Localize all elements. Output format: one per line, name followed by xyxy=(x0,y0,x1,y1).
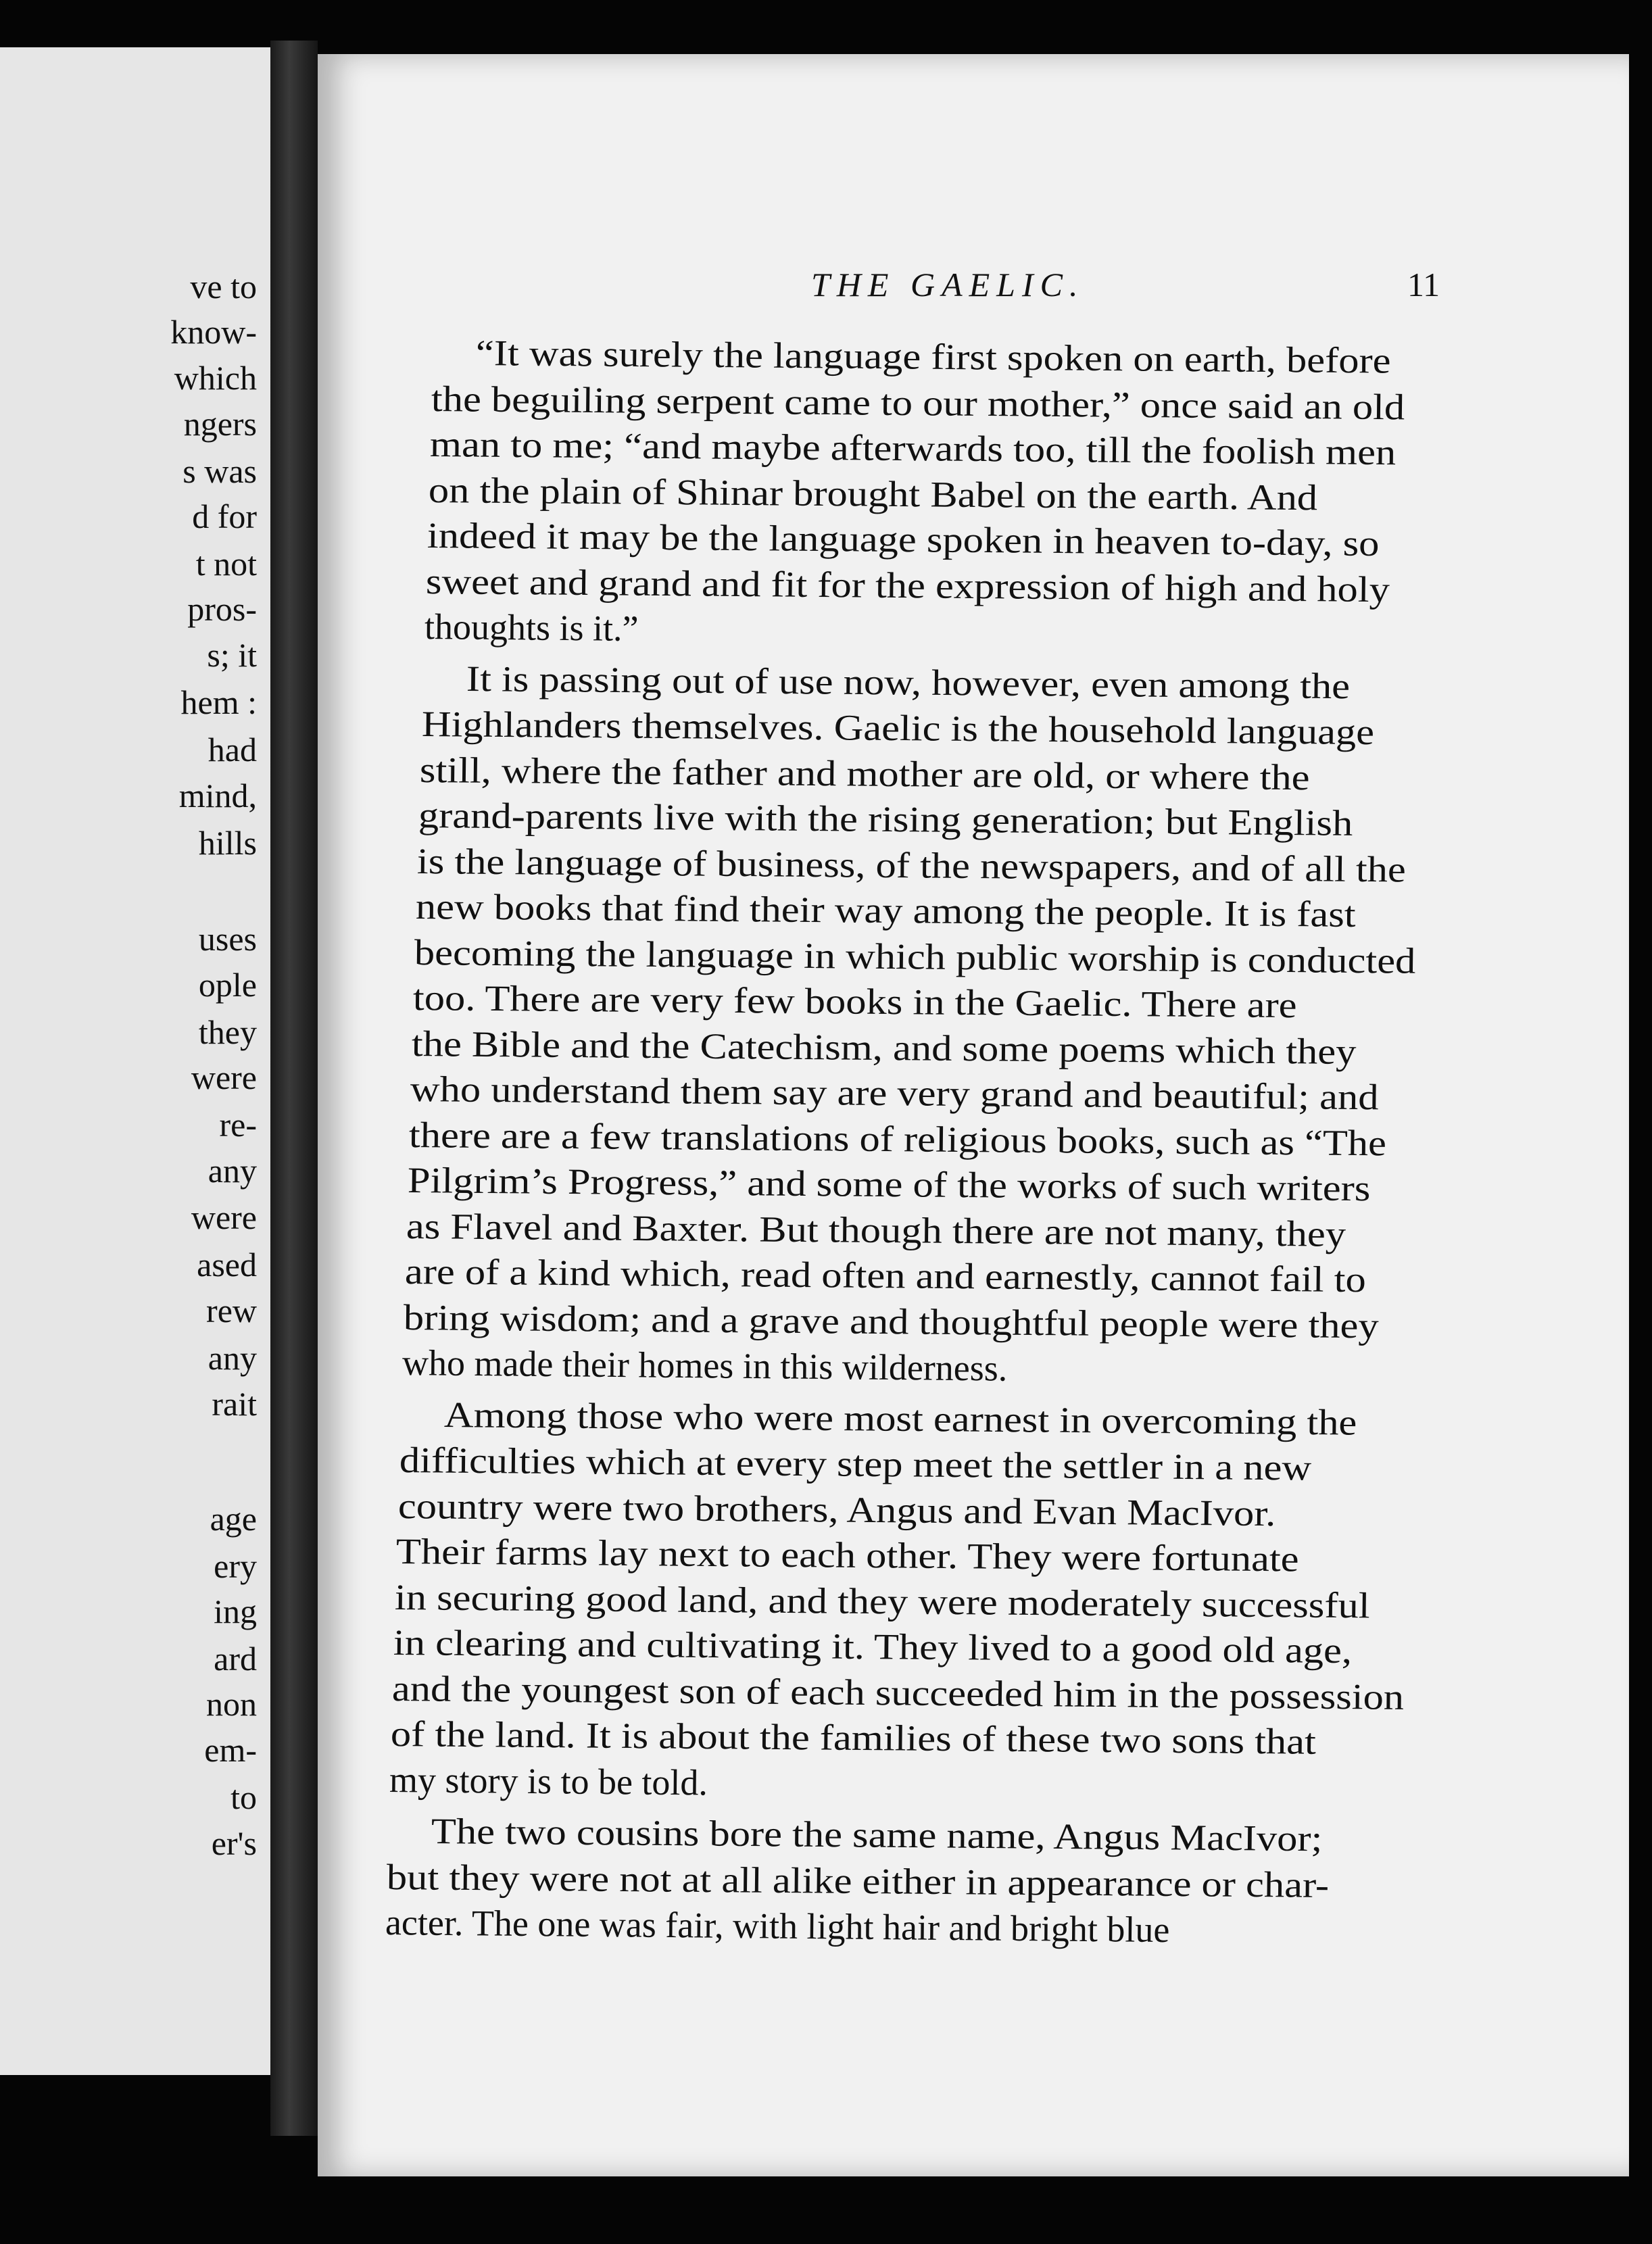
text-line: but they were not at all alike either in appearance or char- xyxy=(386,1856,1330,1905)
text-line: my story is to be told. xyxy=(389,1759,708,1803)
text-line: bring wisdom; and a grave and thoughtful people were they xyxy=(403,1296,1379,1346)
text-line: sweet and grand and fit for the expression of high and holy xyxy=(425,560,1390,610)
left-page-fragment: hem : xyxy=(180,683,257,721)
left-page-fragment: ard xyxy=(214,1640,257,1678)
text-line: on the plain of Shinar brought Babel on the earth. And xyxy=(428,469,1318,518)
left-page-fragment: mind, xyxy=(178,777,257,814)
text-line: grand-parents live with the rising generation; but English xyxy=(418,795,1354,844)
text-line: and the youngest son of each succeeded him in the possession xyxy=(391,1667,1405,1717)
text-line: difficulties which at every step meet the settler in a new xyxy=(399,1440,1311,1488)
text-line: indeed it may be the language spoken in heaven to-day, so xyxy=(427,515,1380,564)
text-line: Among those who were most earnest in overcoming the xyxy=(443,1394,1357,1443)
page-number: 11 xyxy=(1407,266,1440,303)
left-page-fragment: d for xyxy=(192,497,257,535)
text-line: Highlanders themselves. Gaelic is the household language xyxy=(421,704,1374,753)
left-page-fragment: they xyxy=(198,1013,257,1051)
left-page-fragment: ing xyxy=(214,1592,257,1630)
left-page-fragment: pros- xyxy=(187,590,257,628)
text-line: who understand them say are very grand and beautiful; and xyxy=(410,1069,1379,1118)
left-page-fragment: s was xyxy=(183,452,257,490)
text-line: Their farms lay next to each other. They were fortunate xyxy=(396,1531,1300,1580)
left-page-fragment: non xyxy=(206,1685,257,1723)
left-page-fragment: em- xyxy=(204,1731,257,1769)
left-page-fragment: had xyxy=(208,731,257,769)
text-line: Pilgrim’s Progress,” and some of the works of such writers xyxy=(407,1160,1371,1209)
running-head: THE GAELIC. xyxy=(811,266,1085,303)
text-line: of the land. It is about the families of these two sons that xyxy=(390,1713,1317,1762)
left-page-fragment: re- xyxy=(219,1106,257,1144)
left-page-fragment: age xyxy=(210,1500,257,1538)
text-line: still, where the father and mother are old, or where the xyxy=(420,749,1311,798)
left-page-fragment: s; it xyxy=(207,636,257,674)
text-line: acter. The one was fair, with light hair and bright blue xyxy=(385,1902,1170,1951)
left-page-fragment: rait xyxy=(212,1385,257,1423)
text-line: as Flavel and Baxter. But though there are not many, they xyxy=(406,1205,1346,1254)
left-page-fragment: ople xyxy=(198,966,257,1004)
text-line: the Bible and the Catechism, and some poems which they xyxy=(411,1023,1357,1072)
text-line: It is passing out of use now, however, even among the xyxy=(466,658,1350,706)
text-line: are of a kind which, read often and earnestly, cannot fail to xyxy=(404,1251,1366,1300)
text-line: new books that find their way among the people. It is fast xyxy=(415,886,1357,935)
text-line: the beguiling serpent came to our mother,” once said an old xyxy=(431,378,1405,427)
text-line: who made their homes in this wilderness. xyxy=(402,1342,1008,1389)
left-page-fragment: ve to xyxy=(190,268,257,306)
text-line: man to me; “and maybe afterwards too, till the foolish men xyxy=(429,424,1396,473)
text-line: thoughts is it.” xyxy=(424,606,639,650)
left-page-fragment: which xyxy=(174,359,257,397)
text-line: “It was surely the language first spoken on earth, before xyxy=(475,333,1391,381)
left-page-fragment: ery xyxy=(214,1547,257,1585)
text-line: in clearing and cultivating it. They lived to a good old age, xyxy=(393,1622,1353,1672)
book-gutter xyxy=(270,41,318,2136)
left-page-fragment: t not xyxy=(195,545,257,583)
left-page-fragment: to xyxy=(230,1778,257,1816)
text-line: becoming the language in which public worship is conducted xyxy=(414,931,1416,981)
left-page-fragment: rew xyxy=(206,1292,257,1330)
left-page-fragment: hills xyxy=(198,824,257,862)
text-line: is the language of business, of the newspapers, and of all the xyxy=(417,840,1407,890)
left-page-fragment: er's xyxy=(211,1824,257,1862)
text-line: The two cousins bore the same name, Angus MacIvor; xyxy=(431,1811,1323,1859)
left-page-fragment: were xyxy=(191,1058,257,1096)
text-line: there are a few translations of religious books, such as “The xyxy=(408,1114,1387,1163)
left-page-fragment: ased xyxy=(197,1246,257,1284)
left-page-fragment: any xyxy=(208,1339,257,1377)
left-page-fragment: know- xyxy=(170,313,257,351)
left-page xyxy=(0,47,276,2075)
text-line: in securing good land, and they were moderately successful xyxy=(395,1576,1371,1626)
left-page-fragment: ngers xyxy=(183,405,257,443)
left-page-fragment: uses xyxy=(198,920,257,958)
left-page-fragment: any xyxy=(208,1152,257,1190)
text-line: too. There are very few books in the Gaelic. There are xyxy=(412,977,1298,1026)
text-line: country were two brothers, Angus and Evan MacIvor. xyxy=(397,1485,1276,1534)
left-page-fragment: were xyxy=(191,1198,257,1236)
